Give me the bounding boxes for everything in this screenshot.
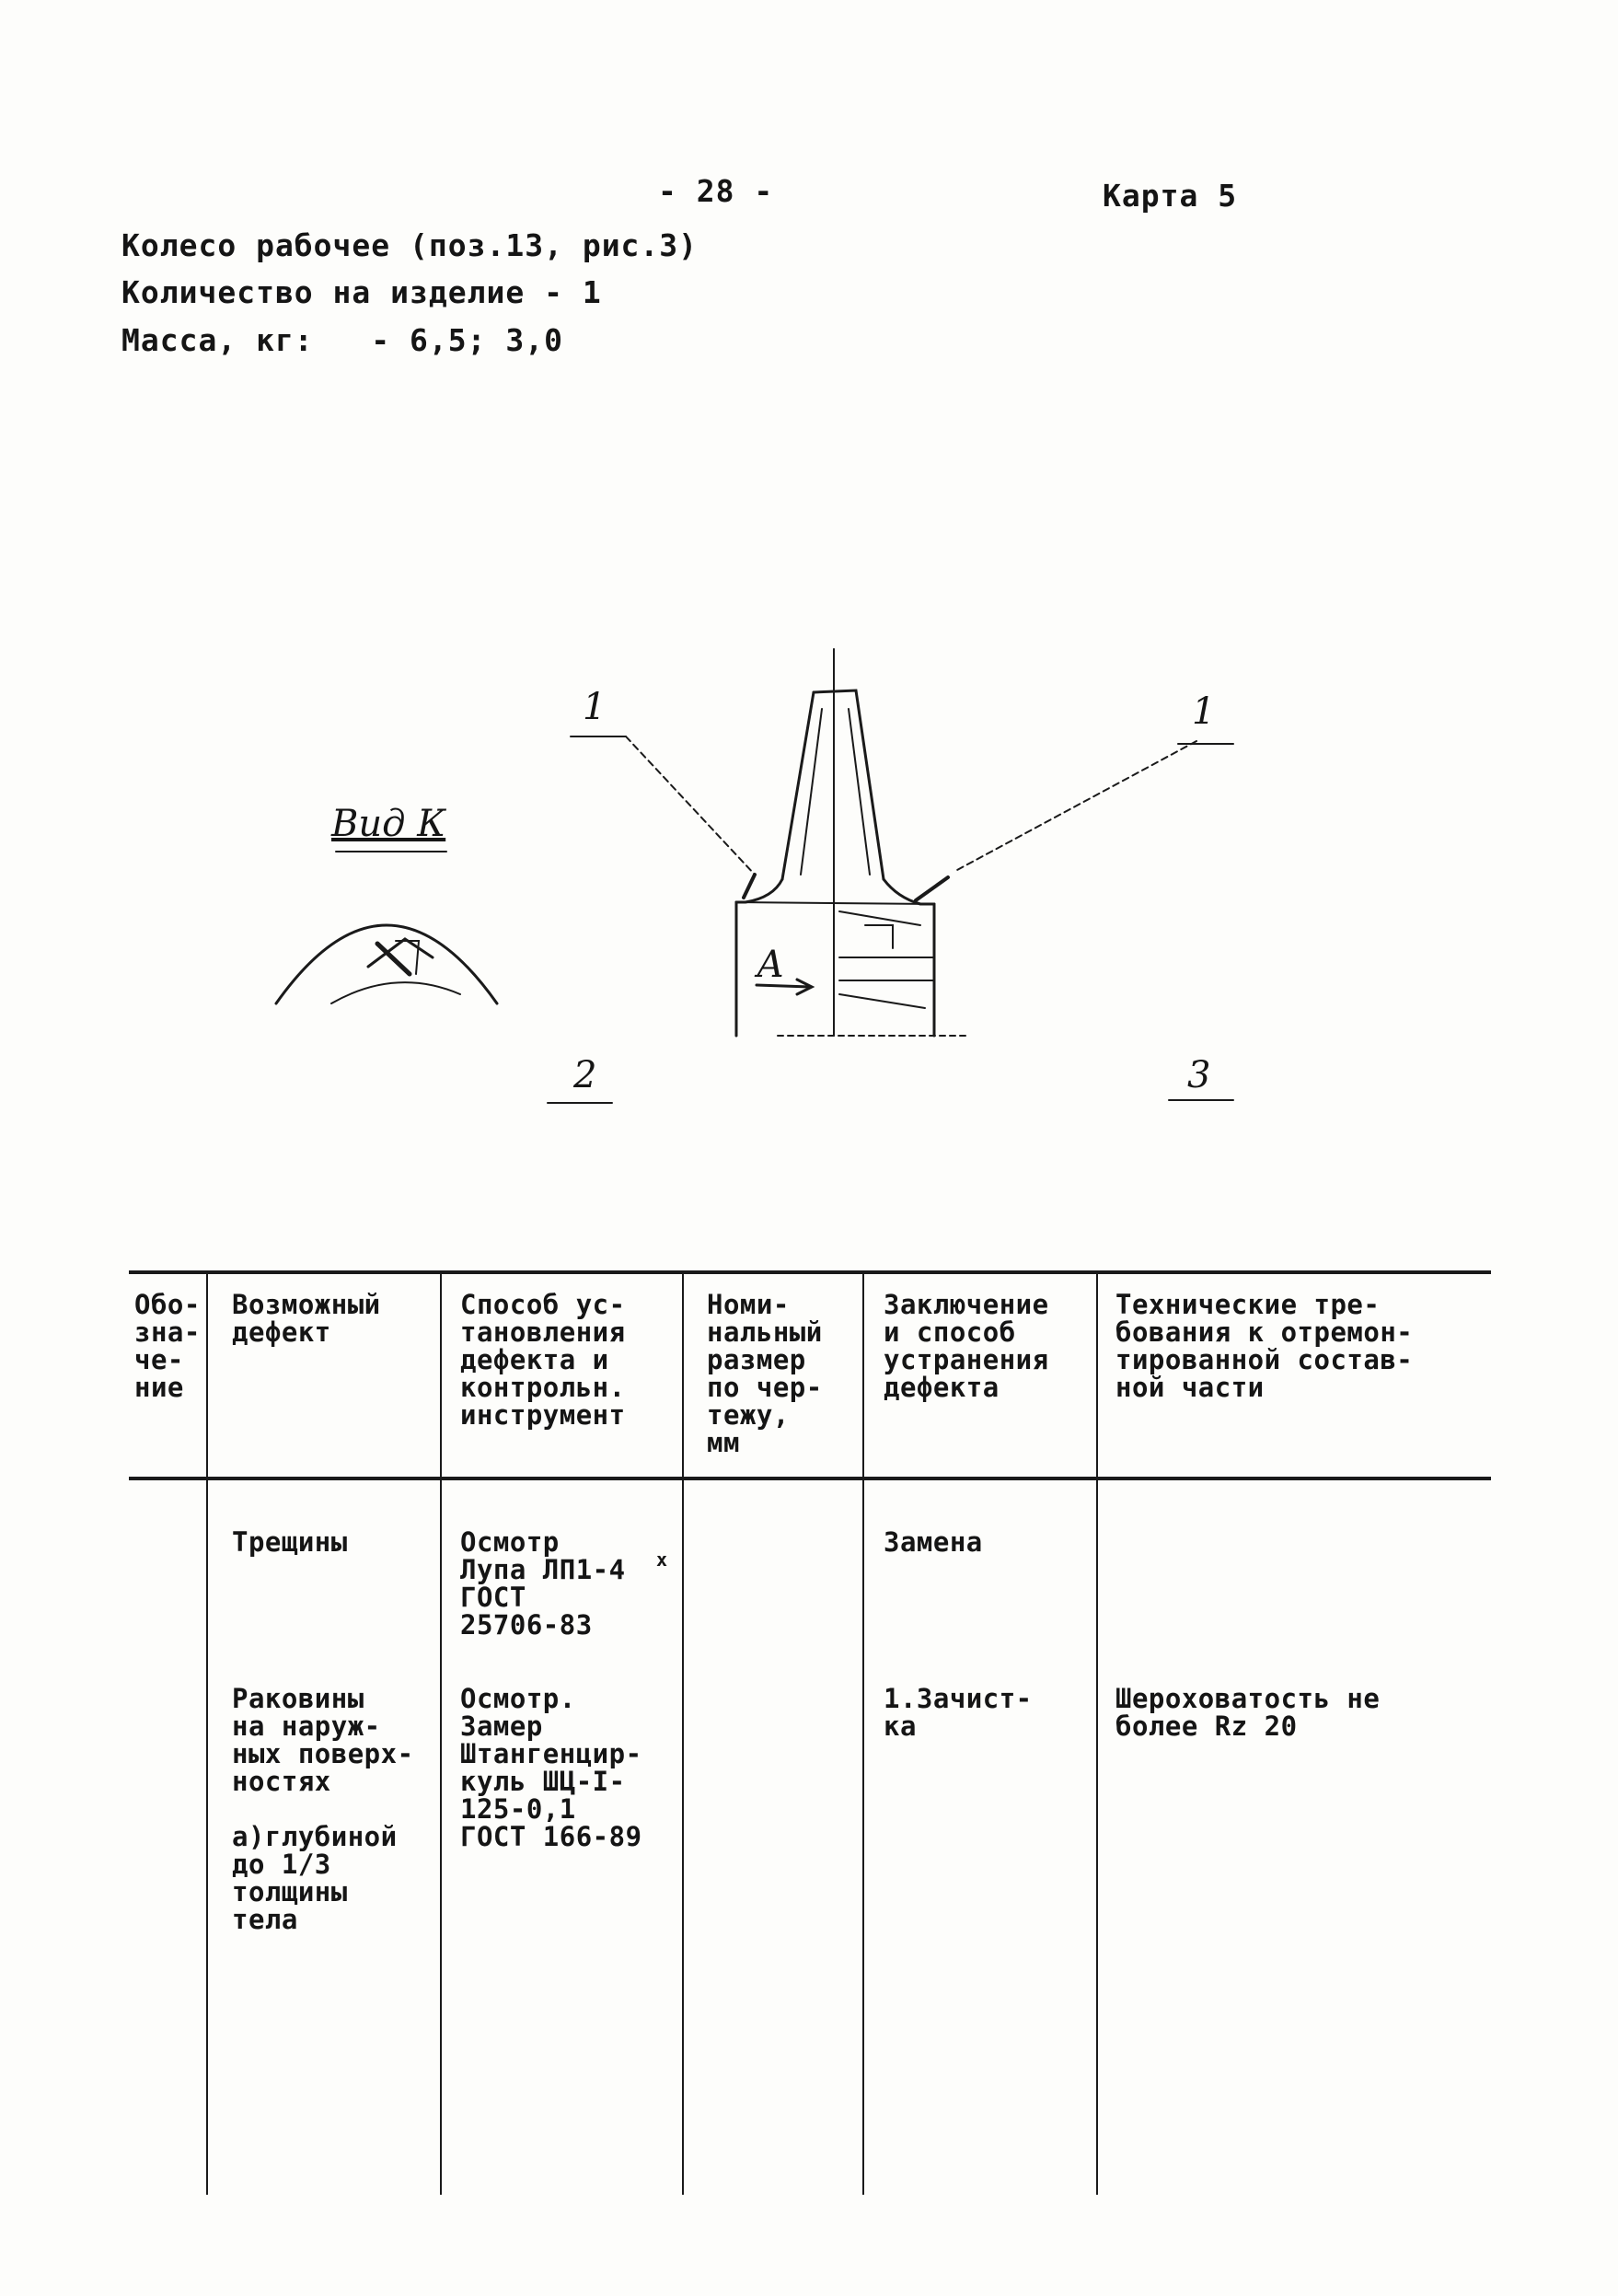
table-top-rule xyxy=(129,1270,1491,1274)
callout-1-right: 1 xyxy=(1192,690,1216,733)
card-label: Карта 5 xyxy=(1103,178,1238,214)
column-divider xyxy=(440,1274,442,2195)
row1-method: Осмотр Лупа ЛП1-4 ГОСТ 25706-83 xyxy=(460,1526,626,1641)
part-name: Колесо рабочее (поз.13, рис.3) xyxy=(121,227,699,263)
header-conclusion: Заключение и способ устранения дефекта xyxy=(884,1289,1049,1403)
column-divider xyxy=(1096,1274,1098,2195)
callout-2: 2 xyxy=(573,1054,597,1096)
header-defect: Возможный дефект xyxy=(232,1289,381,1348)
leader-lines xyxy=(626,736,1196,900)
column-divider xyxy=(862,1274,864,2195)
row2-conclusion: 1.Зачист- ка xyxy=(884,1683,1033,1742)
row1-method-footnote: x xyxy=(656,1548,668,1571)
header-method: Способ ус- тановления дефекта и контрольн. инструмент xyxy=(460,1289,626,1431)
row2-requirements: Шероховатость не более Rz 20 xyxy=(1115,1683,1381,1742)
view-k-sketch xyxy=(276,925,497,1003)
row1-defect: Трещины xyxy=(232,1526,348,1558)
arrow-a-label: А xyxy=(757,944,785,986)
header-designation: Обо- зна- че- ние xyxy=(134,1289,201,1403)
column-divider xyxy=(206,1274,208,2195)
row2-defect: Раковины на наруж- ных поверх- ностях а)глубиной до 1/3 толщины тела xyxy=(232,1683,414,1935)
callout-3: 3 xyxy=(1187,1054,1211,1096)
header-nominal: Номи- нальный размер по чер- тежу, мм xyxy=(707,1289,823,1458)
row2-method: Осмотр. Замер Штангенцир- куль ШЦ-I- 125-0,1 ГОСТ 166-89 xyxy=(460,1683,642,1852)
callout-1-left: 1 xyxy=(583,686,607,728)
row1-conclusion: Замена xyxy=(884,1526,983,1558)
table-header-rule xyxy=(129,1477,1491,1480)
column-divider xyxy=(682,1274,684,2195)
mass-line: Масса, кг: - 6,5; 3,0 xyxy=(121,322,563,358)
view-label: Вид К xyxy=(331,803,446,845)
page-number: - 28 - xyxy=(658,173,774,209)
quantity-line: Количество на изделие - 1 xyxy=(121,274,602,310)
header-requirements: Технические тре- бования к отремон- тированной состав- ной части xyxy=(1115,1289,1414,1403)
